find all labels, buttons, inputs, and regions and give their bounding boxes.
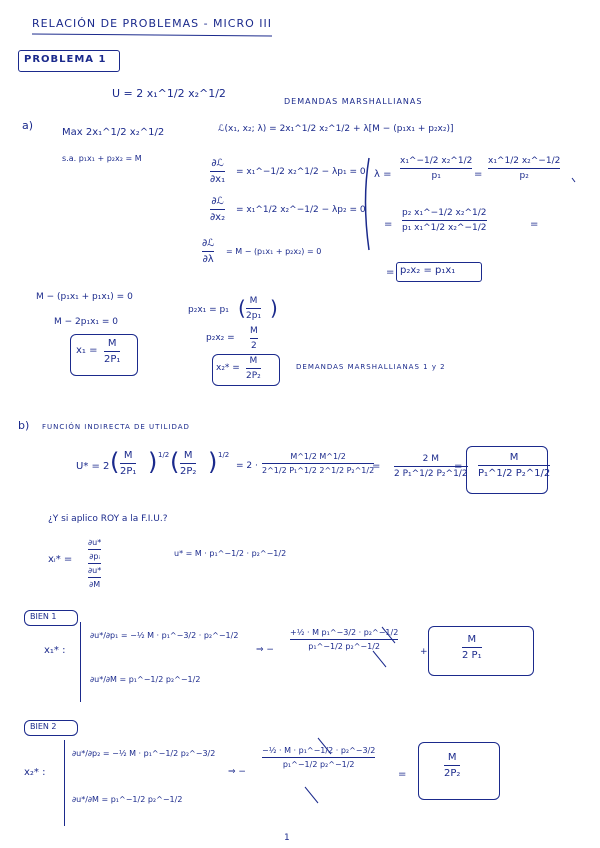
part-b-title: FUNCIÓN INDIRECTA DE UTILIDAD (42, 423, 190, 431)
bien2-dm: ∂u*/∂M = p₁^−1/2 p₂^−1/2 (72, 795, 183, 804)
paren-close: ) (270, 296, 278, 320)
part-a-label: a) (22, 119, 34, 132)
x1-lhs: x₁ = (76, 345, 98, 356)
indirect-utility-lhs: U* = 2 (76, 461, 110, 472)
bien1-result-prefix: + (420, 647, 428, 657)
x1-fraction: M 2P₁ (104, 338, 121, 365)
p2x2-line: p₂x₂ = (206, 333, 235, 343)
foc2-rhs: = x₁^1/2 x₂^−1/2 − λp₂ = 0 (236, 205, 366, 215)
substitution-fraction: M 2p₁ (246, 296, 262, 321)
bien2-result: M 2P₂ (444, 752, 461, 779)
foc3-derivative: ∂ℒ ∂λ (202, 238, 215, 265)
paren-open-v1: ( (110, 448, 120, 476)
equals-sign-1: = (474, 169, 483, 180)
indirect-utility-result: M P₁^1/2 P₂^1/2 (478, 452, 551, 479)
paren-close-v1: ) (148, 448, 158, 476)
constraint: s.a. p₁x₁ + p₂x₂ = M (62, 154, 142, 163)
foc1-rhs: = x₁^−1/2 x₂^1/2 − λp₁ = 0 (236, 167, 366, 177)
part-b-label: b) (18, 419, 30, 432)
bien1-result: M 2 P₁ (462, 634, 482, 661)
marshallian-note: DEMANDAS MARSHALLIANAS 1 y 2 (296, 363, 446, 371)
result-equation: p₂x₂ = p₁x₁ (400, 265, 456, 276)
bien2-x-lhs: x₂* : (24, 767, 46, 778)
lambda-frac-1: x₁^−1/2 x₂^1/2 p₁ (400, 156, 473, 181)
bien1-label: BIEN 1 (30, 612, 57, 621)
x2-fraction: M 2P₂ (246, 356, 261, 381)
exp-2: 1/2 (218, 451, 230, 459)
lambda-lhs: λ = (374, 169, 392, 180)
bien1-fraction: +½ · M p₁^−3/2 · p₂^−1/2 p₁^−1/2 p₂^−1/2 (290, 628, 399, 651)
bien1-dp: ∂u*/∂p₁ = −½ M · p₁^−3/2 · p₂^−1/2 (90, 631, 239, 640)
budget-simplified: M − 2p₁x₁ = 0 (54, 317, 118, 327)
bien1-dm: ∂u*/∂M = p₁^−1/2 p₂^−1/2 (90, 675, 201, 684)
bien2-fraction: −½ · M · p₁^−1/2 · p₂^−3/2 p₁^−1/2 p₂^−1/2 (262, 746, 376, 769)
equals-sign-2: = (384, 219, 393, 230)
roy-indirect-utility: u* = M · p₁^−1/2 · p₂^−1/2 (174, 549, 287, 558)
equals-sign-3: = (530, 219, 539, 230)
bien1-brace (80, 622, 81, 702)
bien2-dp: ∂u*/∂p₂ = −½ M · p₁^−1/2 p₂^−3/2 (72, 749, 216, 758)
foc3-rhs: = M − (p₁x₁ + p₂x₂) = 0 (226, 247, 322, 256)
demand-heading: DEMANDAS MARSHALLIANAS (284, 97, 423, 106)
utility-function: U = 2 x₁^1/2 x₂^1/2 (112, 87, 226, 100)
roy-formula: ∂u* ∂pᵢ ∂u* ∂M (88, 538, 102, 589)
v-fraction-2: M 2P₂ (180, 450, 197, 477)
equals-sign-5: = (372, 461, 381, 472)
page-title: RELACIÓN DE PROBLEMAS - MICRO III (32, 17, 272, 30)
max-objective: Max 2x₁^1/2 x₂^1/2 (62, 127, 165, 138)
paren-open: ( (238, 296, 246, 320)
v-fraction-1: M 2P₁ (120, 450, 137, 477)
foc2-derivative: ∂ℒ ∂x₂ (210, 196, 226, 223)
problem-label: PROBLEMA 1 (24, 54, 107, 65)
bien2-brace (64, 740, 65, 826)
foc1-derivative: ∂ℒ ∂x₁ (210, 158, 226, 185)
equals-sign-4: = (386, 267, 395, 278)
paren-close-v2: ) (208, 448, 218, 476)
lambda-frac-2: x₁^1/2 x₂^−1/2 p₂ (488, 156, 561, 181)
paren-open-v2: ( (170, 448, 180, 476)
budget-substitution: M − (p₁x₁ + p₁x₁) = 0 (36, 292, 133, 302)
lambda-ratio: p₂ x₁^−1/2 x₂^1/2 p₁ x₁^1/2 x₂^−1/2 (402, 208, 487, 233)
x2-lhs: x₂* = (216, 363, 240, 373)
exp-1: 1/2 (158, 451, 170, 459)
bien2-arrow: ⇒ − (228, 767, 246, 777)
mid-prefix: = 2 · (236, 461, 258, 471)
bien1-x-lhs: x₁* : (44, 645, 66, 656)
substitution-line: p₂x₁ = p₁ (188, 305, 229, 315)
p2x2-fraction: M 2 (250, 326, 258, 351)
roy-question: ¿Y si aplico ROY a la F.I.U.? (48, 514, 168, 524)
page-number: 1 (284, 833, 290, 843)
bien1-arrow: ⇒ − (256, 645, 274, 655)
lagrangian: ℒ(x₁, x₂; λ) = 2x₁^1/2 x₂^1/2 + λ[M − (p₁x₁ + p₂x₂)] (218, 124, 454, 134)
bien2-label: BIEN 2 (30, 722, 57, 731)
roy-lhs: xᵢ* = (48, 554, 73, 565)
v-mid-fraction: M^1/2 M^1/2 2^1/2 P₁^1/2 2^1/2 P₂^1/2 (262, 452, 375, 475)
equals-sign-6: = (454, 461, 463, 472)
bien2-result-prefix: = (398, 769, 407, 780)
v-reduced-fraction: 2 M 2 P₁^1/2 P₂^1/2 (394, 454, 468, 479)
